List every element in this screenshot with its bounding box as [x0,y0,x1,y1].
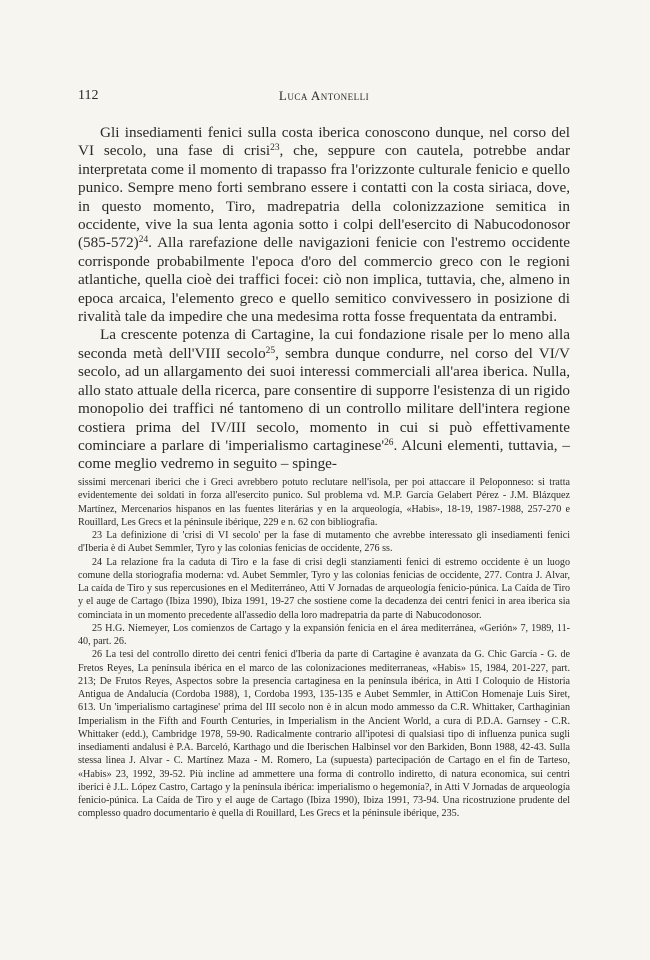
paragraph: La crescente potenza di Cartagine, la cui fondazione risale per lo meno alla seconda metà dell'VIII secolo$^{25}$, sembra dunque condurre, nel corso del VI/V secolo, ad un allargamento dei suoi interessi commerciali all'area iberica. Nulla, allo stato attuale della ricerca, pare consentire di supporre l'esistenza di un rigido monopolio dei traffici né tantomeno di un controllo militare dell'intera regione costiera prima del IV/III secolo, momento in cui si può effettivamente cominciare a parlare di 'imperialismo $cartaginese'^{26}$. Alcuni elementi, tuttavia, – come meglio vedremo in seguito – spinge- [78,326,570,473]
running-head: Luca Antonelli [278,88,370,103]
footnote-ref: 23 [270,143,280,154]
page-header [78,88,570,108]
paragraph: Gli insediamenti fenici sulla costa iberica conoscono dunque, nel corso del VI secolo, una fase di crisi$^{23}$, che, seppure con cautela, potrebbe andar interpretata come il momento di trapasso fra l'orizzonte culturale fenicio e quello punico. Sempre meno forti sembrano essere i contatti con la costa siriaca, dove, in questo momento, Tiro, madrepatria della colonizzazione semitica in occidente, vive la sua lenta agonia sotto i colpi dell'esercito di Nabucodonosor $(585-572)^{24}$. Alla rarefazione delle navigazioni fenicie con l'estremo occidente corrisponde probabilmente l'epoca d'oro del commercio greco con le regioni atlantiche, quella cioè dei traffici focei: ciò non implica, tuttavia, che, almeno in epoca arcaica, l'elemento greco e quello semitico convivessero in posizione di rivalità tale da impedire che una medesima rotta fosse frequentata da entrambi. [78,124,571,326]
footnote-24: 24 La relazione fra la caduta di Tiro e la fase di crisi degli stanziamenti fenici di estremo occidente è un luogo comune della storiografia moderna: vd. Aubet Semmler, Tyro y las colonias fenicias de occidente, 277. Contra J. Alvar, La caída de Tiro y sus repercusiones en el Mediterráneo, Atti V Jornadas de arqueología fenicio-púnica. La Caída de Tiro y el auge de Cartago (Ibiza 1990), Ibiza 1991, 19-27 che sostiene come la decadenza dei centri fenici in area iberica sia cominciata in un momento precedente all'assedio della loro madrepatria da parte di Nabucodonosor. [78,556,570,621]
footnote-continuation: sissimi mercenari iberici che i Greci avrebbero potuto reclutare nell'isola, per poi attaccare il Peloponneso: si tratta evidentemente dei soldati in forza all'esercito punico. Sul problema vd. M.P. García Gelabert Pérez - J.M. Blázquez Martínez, Mercenarios hispanos en las fuentes literárias y en la arqueología, «Habis», 18-19, 1987-1988, 257-270 e Rouillard, Les Grecs et la péninsule ibérique, 229 e n. 62 con bibliografia. [78,477,570,528]
footnote-ref: 25 [265,345,276,356]
page-number: 112 [78,88,99,103]
footnote-23: 23 La definizione di 'crisi di VI secolo' per la fase di mutamento che avrebbe interessato gli insediamenti fenici d'Iberia è di Aubet Semmler, Tyro y las colonias fenicias de occidente, 276 ss. [78,530,570,555]
footnotes [78,476,570,821]
footnote-ref: 26 [384,437,394,448]
footnote-26: 26 La tesi del controllo diretto dei centri fenici d'Iberia da parte di Cartagine è avanzata da G. Chic García - G. de Fretos Reyes, La península ibérica en el marco de las colonizaciones mediterraneas, «Habis» 15, 1984, 201-227, part. 213; De Frutos Reyes, Aspectos sobre la presencia cartaginesa en la península ibérica, in Atti I Coloquio de Historia Antigua de Andalucía (Cordoba 1988), 1, Cordoba 1993, 135-135 e Aubet Semmler, in AttiCon Homenaje Luis Siret, 613. Un 'imperialismo cartaginese' prima del III secolo non è in alcun modo ammesso da C.R. Whittaker, Carthaginian Imperialism in the Fifth and Fourth Centuries, in Imperialism in the Ancient World, a cura di P.D.A. Garnsey - C.R. Whittaker (edd.), Cambridge 1978, 59-90. Radicalmente contrario all'ipotesi di qualsiasi tipo di influenza punica sugli insediamenti andalusi è P.A. Barceló, Karthago und die Iberischen Halbinsel vor den Barkiden, Bonn 1988, 42-43. Sulla stessa linea J. Alvar - C. Martínez Maza - M. Romero, La (supuesta) partecipación de Cartago en el fin de Tarteso, «Habis» 23, 1992, 39-52. Più incline ad ammettere una forma di controllo indiretto, di natura economica, sui centri iberici è J.L. López Castro, Cartago y la península ibérica: imperialismo o hegemonía?, in Atti V Jornadas de arqueología fenicio-púnica. La Caída de Tiro y el auge de Cartago (Ibiza 1990), Ibiza 1991, 73-94. Una ricostruzione prudente del complesso quadro documentario è quella di Rouillard, Les Grecs et la péninsule ibérique, 235. [78,649,570,820]
footnote-25: 25 H.G. Niemeyer, Los comienzos de Cartago y la expansión fenicia en el área mediterránea, «Gerión» 7, 1989, 11-40, part. 26. [78,622,570,647]
footnote-ref: 24 [138,235,149,246]
body-text [78,124,570,474]
